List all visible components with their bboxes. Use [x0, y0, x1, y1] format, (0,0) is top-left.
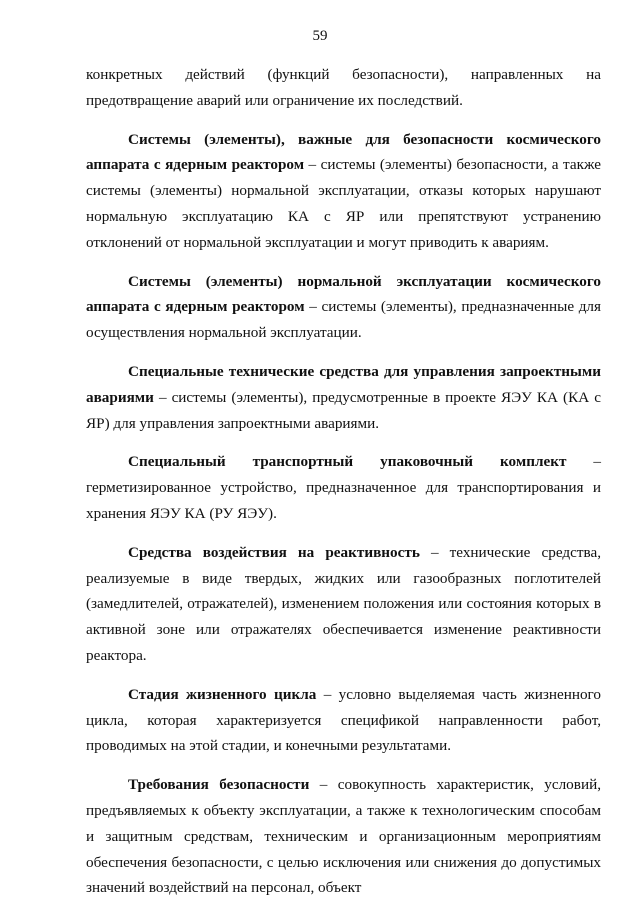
definition-term: Специальные технические средства для управления запроектными авариями	[86, 362, 601, 406]
definition-term: Специальный транспортный упаковочный комплект	[128, 453, 567, 471]
definition-body: – технические средства, реализуемые в виде твердых, жидких или газообразных поглотителей (замедлителей, отражателей), изменением положения или состояния которых в активной зоне или отражателях обеспечивается изменение реактивности реактора.	[86, 543, 601, 664]
definition-body: – герметизированное устройство, предназначенное для транспортирования и хранения ЯЭУ КА (РУ ЯЭУ).	[86, 453, 601, 522]
definition-body: – системы (элементы), предусмотренные в проекте ЯЭУ КА (КА с ЯР) для управления запроектными авариями.	[86, 388, 601, 432]
definition-body: – системы (элементы), предназначенные для осуществления нормальной эксплуатации.	[86, 298, 601, 342]
definition-body: – системы (элементы) безопасности, а также системы (элементы) нормальной эксплуатации, отказы которых нарушают нормальную эксплуатацию КА с ЯР или препятствуют устранению отклонений от нормальной эксплуатации и могут приводить к авариям.	[86, 156, 601, 251]
definition-paragraph	[86, 772, 601, 901]
definition-body: – совокупность характеристик, условий, предъявляемых к объекту эксплуатации, а также к технологическим способам и защитным средствам, техническим и организационным мероприятиям обеспечения безопасности, с целью исключения или снижения до допустимых значений воздействий на персонал, объект	[86, 776, 602, 897]
definition-term: Системы (элементы), важные для безопасности космического аппарата с ядерным реактором	[86, 130, 601, 174]
definition-paragraph	[86, 449, 601, 526]
page-content	[86, 62, 601, 914]
definition-term: Стадия жизненного цикла	[128, 685, 317, 703]
definition-term: Системы (элементы) нормальной эксплуатации космического аппарата с ядерным реактором	[86, 272, 601, 316]
definition-term: Средства воздействия на реактивность	[128, 543, 420, 561]
definition-paragraph	[86, 540, 601, 669]
definition-paragraph	[86, 269, 601, 346]
definition-paragraph	[86, 359, 601, 436]
definition-body: – условно выделяемая часть жизненного цикла, которая характеризуется спецификой направленности работ, проводимых на этой стадии, и конечными результатами.	[86, 685, 602, 755]
paragraph-continuation	[86, 62, 601, 114]
definition-term: Требования безопасности	[128, 776, 310, 794]
definition-paragraph	[86, 682, 601, 759]
paragraph-body: конкретных действий (функций безопасности), направленных на предотвращение аварий или ограничение их последствий.	[86, 66, 601, 109]
page-number: 59	[312, 28, 328, 44]
definition-paragraph	[86, 127, 601, 256]
